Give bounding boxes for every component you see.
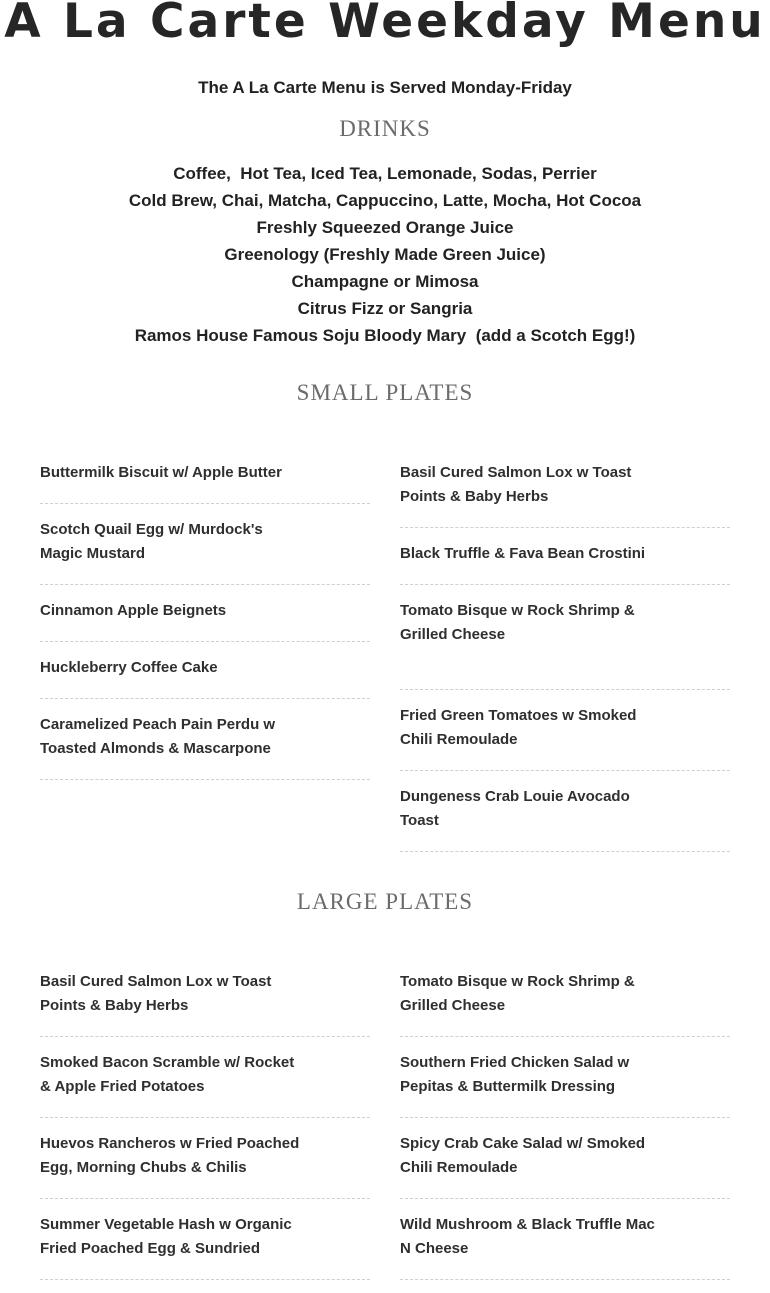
- drink-line: Greenology (Freshly Made Green Juice): [224, 245, 546, 264]
- drink-line: Coffee, Hot Tea, Iced Tea, Lemonade, Sodas, Perrier: [173, 164, 597, 183]
- small-plates-left-column: [40, 460, 370, 793]
- drink-line: Ramos House Famous Soju Bloody Mary (add a Scotch Egg!): [134, 326, 636, 345]
- page-subtitle: The A La Carte Menu is Served Monday-Friday: [198, 78, 572, 97]
- item-name: Black Truffle & Fava Bean Crostini: [400, 545, 646, 562]
- list-item: [40, 598, 370, 642]
- list-item: [400, 784, 730, 852]
- list-item: [400, 1131, 730, 1199]
- item-name: Caramelized Peach Pain Perdu w Toasted Almonds & Mascarpone: [40, 716, 276, 757]
- item-name: Cinnamon Apple Beignets: [40, 602, 227, 619]
- list-item: [40, 655, 370, 699]
- list-item: [40, 1131, 370, 1199]
- item-name: Scotch Quail Egg w/ Murdock's Magic Mustard: [40, 521, 263, 562]
- small-plates-heading: SMALL PLATES: [296, 380, 474, 405]
- list-item: [400, 1050, 730, 1118]
- list-item: [400, 969, 730, 1037]
- list-item: [40, 969, 370, 1037]
- item-name: Smoked Bacon Scramble w/ Rocket & Apple Fried Potatoes: [40, 1054, 295, 1095]
- drink-line: Cold Brew, Chai, Matcha, Cappuccino, Latte, Mocha, Hot Cocoa: [128, 191, 642, 210]
- item-name: Buttermilk Biscuit w/ Apple Butter: [40, 464, 282, 481]
- item-name: Basil Cured Salmon Lox w Toast Points & Baby Herbs: [40, 973, 272, 1014]
- list-item: [400, 541, 730, 585]
- list-item: [40, 460, 370, 504]
- drink-line: Freshly Squeezed Orange Juice: [256, 218, 514, 237]
- list-item: [400, 1212, 730, 1280]
- page-title: A La Carte Weekday Menu: [4, 0, 766, 49]
- drinks-list: [0, 160, 770, 349]
- list-item: [40, 1050, 370, 1118]
- item-name: Summer Vegetable Hash w Organic Fried Poached Egg & Sundried: [40, 1216, 292, 1257]
- drink-line: Champagne or Mimosa: [291, 272, 479, 291]
- list-item: [40, 1212, 370, 1280]
- large-plates-left-column: [40, 969, 370, 1293]
- item-name: Huckleberry Coffee Cake: [40, 659, 218, 676]
- item-name: Wild Mushroom & Black Truffle Mac N Cheese: [400, 1216, 655, 1257]
- drink-line: Citrus Fizz or Sangria: [297, 299, 473, 318]
- item-name: Tomato Bisque w Rock Shrimp & Grilled Cheese: [400, 602, 635, 643]
- item-name: Dungeness Crab Louie Avocado Toast: [400, 788, 630, 829]
- large-plates-heading: LARGE PLATES: [296, 889, 474, 914]
- small-plates-right-column: [400, 460, 730, 865]
- list-item: [400, 460, 730, 528]
- list-item: [400, 598, 730, 690]
- item-name: Tomato Bisque w Rock Shrimp & Grilled Cheese: [400, 973, 635, 1014]
- item-name: Fried Green Tomatoes w Smoked Chili Remoulade: [400, 707, 637, 748]
- item-name: Basil Cured Salmon Lox w Toast Points & Baby Herbs: [400, 464, 632, 505]
- item-name: Southern Fried Chicken Salad w Pepitas & Buttermilk Dressing: [400, 1054, 630, 1095]
- list-item: [40, 517, 370, 585]
- drinks-heading: DRINKS: [339, 116, 431, 141]
- item-name: Huevos Rancheros w Fried Poached Egg, Morning Chubs & Chilis: [40, 1135, 300, 1176]
- list-item: [400, 703, 730, 771]
- large-plates-right-column: [400, 969, 730, 1293]
- item-name: Spicy Crab Cake Salad w/ Smoked Chili Remoulade: [400, 1135, 646, 1176]
- list-item: [40, 712, 370, 780]
